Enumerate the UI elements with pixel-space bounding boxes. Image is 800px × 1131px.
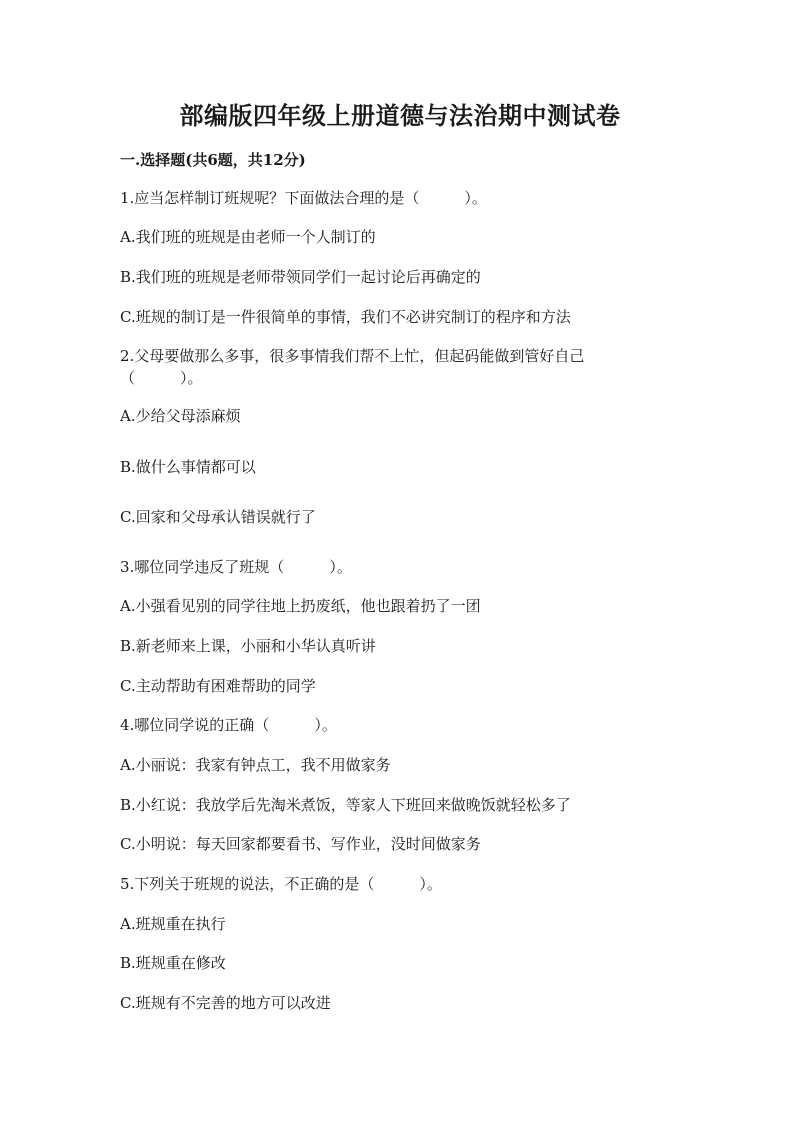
question-4-option-b: B.小红说：我放学后先淘米煮饭，等家人下班回来做晚饭就轻松多了 — [120, 796, 571, 814]
question-1-stem: 1.应当怎样制订班规呢？下面做法合理的是（ ）。 — [120, 189, 487, 207]
question-3-option-b: B.新老师来上课，小丽和小华认真听讲 — [120, 637, 376, 655]
question-3-stem: 3.哪位同学违反了班规（ ）。 — [120, 558, 352, 576]
question-2-option-a: A.少给父母添麻烦 — [120, 407, 241, 425]
question-5-option-c: C.班规有不完善的地方可以改进 — [120, 994, 331, 1012]
page-title: 部编版四年级上册道德与法治期中测试卷 — [179, 101, 621, 130]
question-2-option-c: C.回家和父母承认错误就行了 — [120, 508, 316, 526]
question-4-option-a: A.小丽说：我家有钟点工，我不用做家务 — [120, 756, 391, 774]
question-3-option-a: A.小强看见别的同学往地上扔废纸，他也跟着扔了一团 — [120, 597, 481, 615]
question-2-stem-continued: （ ）。 — [120, 369, 203, 387]
question-1-option-b: B.我们班的班规是老师带领同学们一起讨论后再确定的 — [120, 268, 481, 286]
question-3-option-c: C.主动帮助有困难帮助的同学 — [120, 677, 316, 695]
question-1-option-c: C.班规的制订是一件很简单的事情，我们不必讲究制订的程序和方法 — [120, 308, 571, 326]
question-1-option-a: A.我们班的班规是由老师一个人制订的 — [120, 228, 376, 246]
section-heading: 一.选择题(共6题，共12分) — [120, 151, 306, 169]
question-5-option-a: A.班规重在执行 — [120, 915, 226, 933]
question-5-stem: 5.下列关于班规的说法，不正确的是（ ）。 — [120, 875, 442, 893]
question-5-option-b: B.班规重在修改 — [120, 954, 226, 972]
question-2-option-b: B.做什么事情都可以 — [120, 458, 256, 476]
question-4-stem: 4.哪位同学说的正确（ ）。 — [120, 716, 337, 734]
question-4-option-c: C.小明说：每天回家都要看书、写作业，没时间做家务 — [120, 835, 481, 853]
question-2-stem: 2.父母要做那么多事，很多事情我们帮不上忙，但起码能做到管好自己 — [120, 347, 585, 365]
